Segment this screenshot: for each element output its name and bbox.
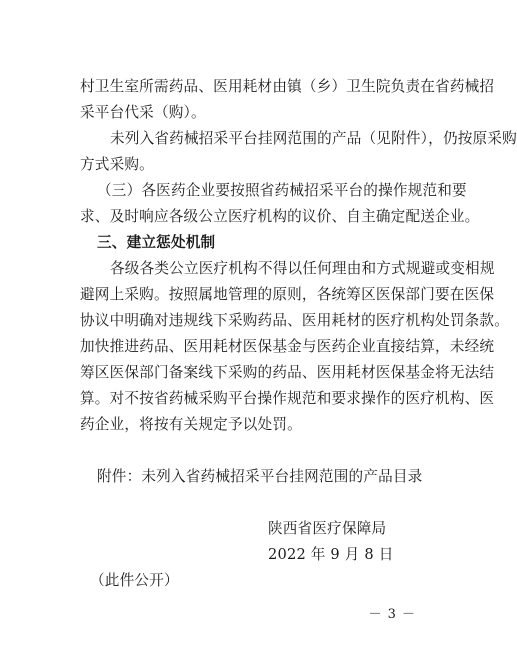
paragraph-4-line-5: 筹区医保部门备案线下采购的药品、医用耗材医保基金将无法结 (80, 364, 495, 381)
paragraph-4-line-2: 避网上采购。按照属地管理的原则，各统筹区医保部门要在医保 (80, 286, 495, 303)
paragraph-3-line-1: （三）各医药企业要按照省药械招采平台的操作规范和要 (97, 182, 467, 199)
paragraph-2-line-2: 方式采购。 (80, 156, 154, 173)
issue-date: 2022 年 9 月 8 日 (268, 546, 394, 563)
paragraph-4-line-3: 协议中明确对违规线下采购药品、医用耗材的医疗机构处罚条款。 (80, 312, 510, 329)
paragraph-4-line-4: 加快推进药品、医用耗材医保基金与医药企业直接结算，未经统 (80, 338, 495, 355)
paragraph-1-line-2: 采平台代采（购）。 (80, 104, 206, 121)
section-heading: 三、建立惩处机制 (97, 234, 216, 251)
disclosure-note: （此件公开） (90, 572, 179, 589)
paragraph-2-line-1: 未列入省药械招采平台挂网范围的产品（见附件），仍按原采购 (110, 130, 517, 147)
paragraph-4-line-6: 算。对不按省药械采购平台操作规范和要求操作的医疗机构、医 (80, 390, 495, 407)
issuer-name: 陕西省医疗保障局 (268, 520, 387, 537)
paragraph-4-line-7: 药企业，将按有关规定予以处罚。 (80, 416, 302, 433)
page-number: － 3 － (368, 607, 416, 622)
attachment-line: 附件：未列入省药械招采平台挂网范围的产品目录 (97, 468, 423, 485)
paragraph-3-line-2: 求、及时响应各级公立医疗机构的议价、自主确定配送企业。 (80, 208, 480, 225)
paragraph-4-line-1: 各级各类公立医疗机构不得以任何理由和方式规避或变相规 (110, 260, 495, 277)
paragraph-1-line-1: 村卫生室所需药品、医用耗材由镇（乡）卫生院负责在省药械招 (80, 78, 495, 95)
